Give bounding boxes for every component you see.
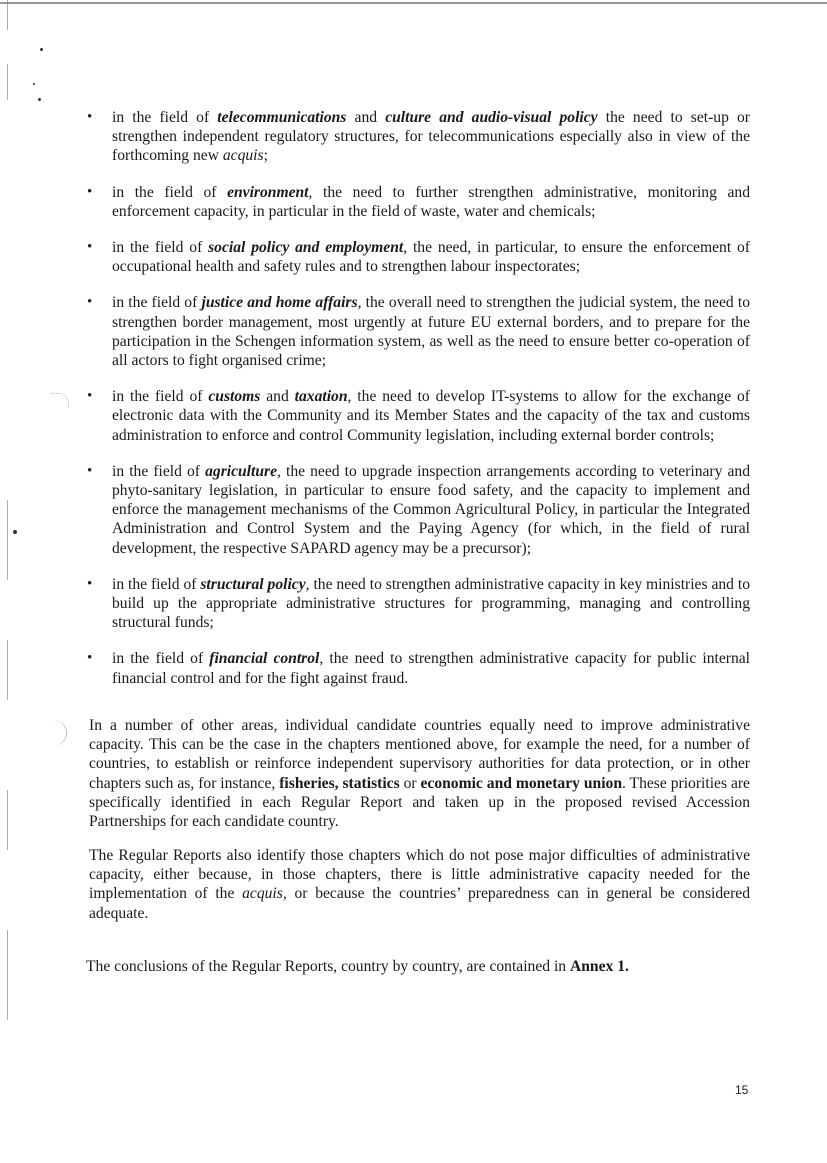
scan-left-edge-mark [7, 64, 8, 100]
scan-left-edge-mark [7, 790, 8, 850]
bullet-icon: • [87, 388, 93, 405]
list-item [86, 649, 750, 687]
paragraph-conclusions: The conclusions of the Regular Reports, country by country, are contained in Annex 1. [86, 958, 629, 975]
bullet-icon: • [87, 575, 93, 592]
list-item-text: in the field of justice and home affairs, the overall need to strengthen the judicial system, the need to strengthen border management, most urgently at future EU external borders, and to prepare for the participation in the Schengen information system, as well as the need to ensure better co-operation of all actors to fight organised crime; [112, 294, 751, 370]
list-item [86, 387, 750, 445]
list-item-text: in the field of financial control, the need to strengthen administrative capacity for public internal financial control and for the fight against fraud. [112, 650, 750, 687]
paragraph-other-areas: In a number of other areas, individual candidate countries equally need to improve administrative capacity. This can be the case in the chapters mentioned above, for example the need, for a number of countries, to establish or reinforce independent supervisory authorities for data protection, or in other chapters such as, for instance, fisheries, statistics or economic and monetary union. These priorities are specifically identified in each Regular Report and taken up in the proposed revised Accession Partnerships for each candidate country. [89, 717, 750, 831]
scan-left-edge-mark [7, 930, 8, 1020]
bullet-icon: • [87, 239, 93, 256]
scan-left-edge-mark [7, 640, 8, 700]
list-item [86, 293, 750, 370]
paragraph-regular-reports: The Regular Reports also identify those chapters which do not pose major difficulties of administrative capacity, either because, in those chapters, there is little administrative capacity needed for the implementation of the acquis, or because the countries’ preparedness can in general be considered adequate. [89, 847, 750, 922]
list-item [86, 183, 750, 221]
scan-speck [13, 530, 17, 534]
scan-smudge [52, 393, 69, 408]
list-item [86, 238, 750, 276]
scan-speck [38, 98, 41, 101]
bullet-icon: • [87, 650, 93, 667]
list-item-text: in the field of social policy and employment, the need, in particular, to ensure the enforcement of occupational health and safety rules and to strengthen labour inspectorates; [112, 239, 750, 276]
list-item [86, 108, 750, 166]
page-number: 15 [735, 1083, 749, 1097]
list-item-text: in the field of agriculture, the need to upgrade inspection arrangements according to veterinary and phyto-sanitary legislation, in particular to ensure food safety, and the capacity to implement and enforce the management mechanisms of the Common Agricultural Policy, in particular the Integrated Administration and Control System and the Paying Agency (for which, in the field of rural development, the respective SAPARD agency may be a precursor); [112, 462, 751, 557]
bullet-icon: • [87, 109, 93, 125]
scan-bracket-mark [48, 720, 67, 746]
capacity-needs-list [86, 108, 750, 705]
scan-left-edge-mark [7, 0, 8, 30]
list-item-text: in the field of environment, the need to further strengthen administrative, monitoring and enforcement capacity, in particular in the field of waste, water and chemicals; [112, 183, 750, 220]
list-item [86, 575, 750, 633]
scan-speck [33, 83, 35, 85]
bullet-icon: • [87, 294, 93, 311]
list-item-text: in the field of telecommunications and culture and audio-visual policy the need to set-up or strengthen independent regulatory structures, for telecommunications especially also in view of the forthcoming new acquis; [112, 109, 751, 165]
list-item-text: in the field of customs and taxation, the need to develop IT-systems to allow for the exchange of electronic data with the Community and its Member States and the capacity of the tax and customs administration to enforce and control Community legislation, including external border controls; [112, 388, 750, 444]
scan-speck [40, 48, 43, 51]
list-item [86, 462, 750, 558]
scan-left-edge-mark [7, 500, 8, 580]
bullet-icon: • [87, 462, 93, 479]
scan-top-edge [0, 2, 827, 4]
bullet-icon: • [87, 183, 93, 200]
list-item-text: in the field of structural policy, the need to strengthen administrative capacity in key ministries and to build up the appropriate administrative structures for programming, managing and controlling structural funds; [112, 575, 750, 632]
